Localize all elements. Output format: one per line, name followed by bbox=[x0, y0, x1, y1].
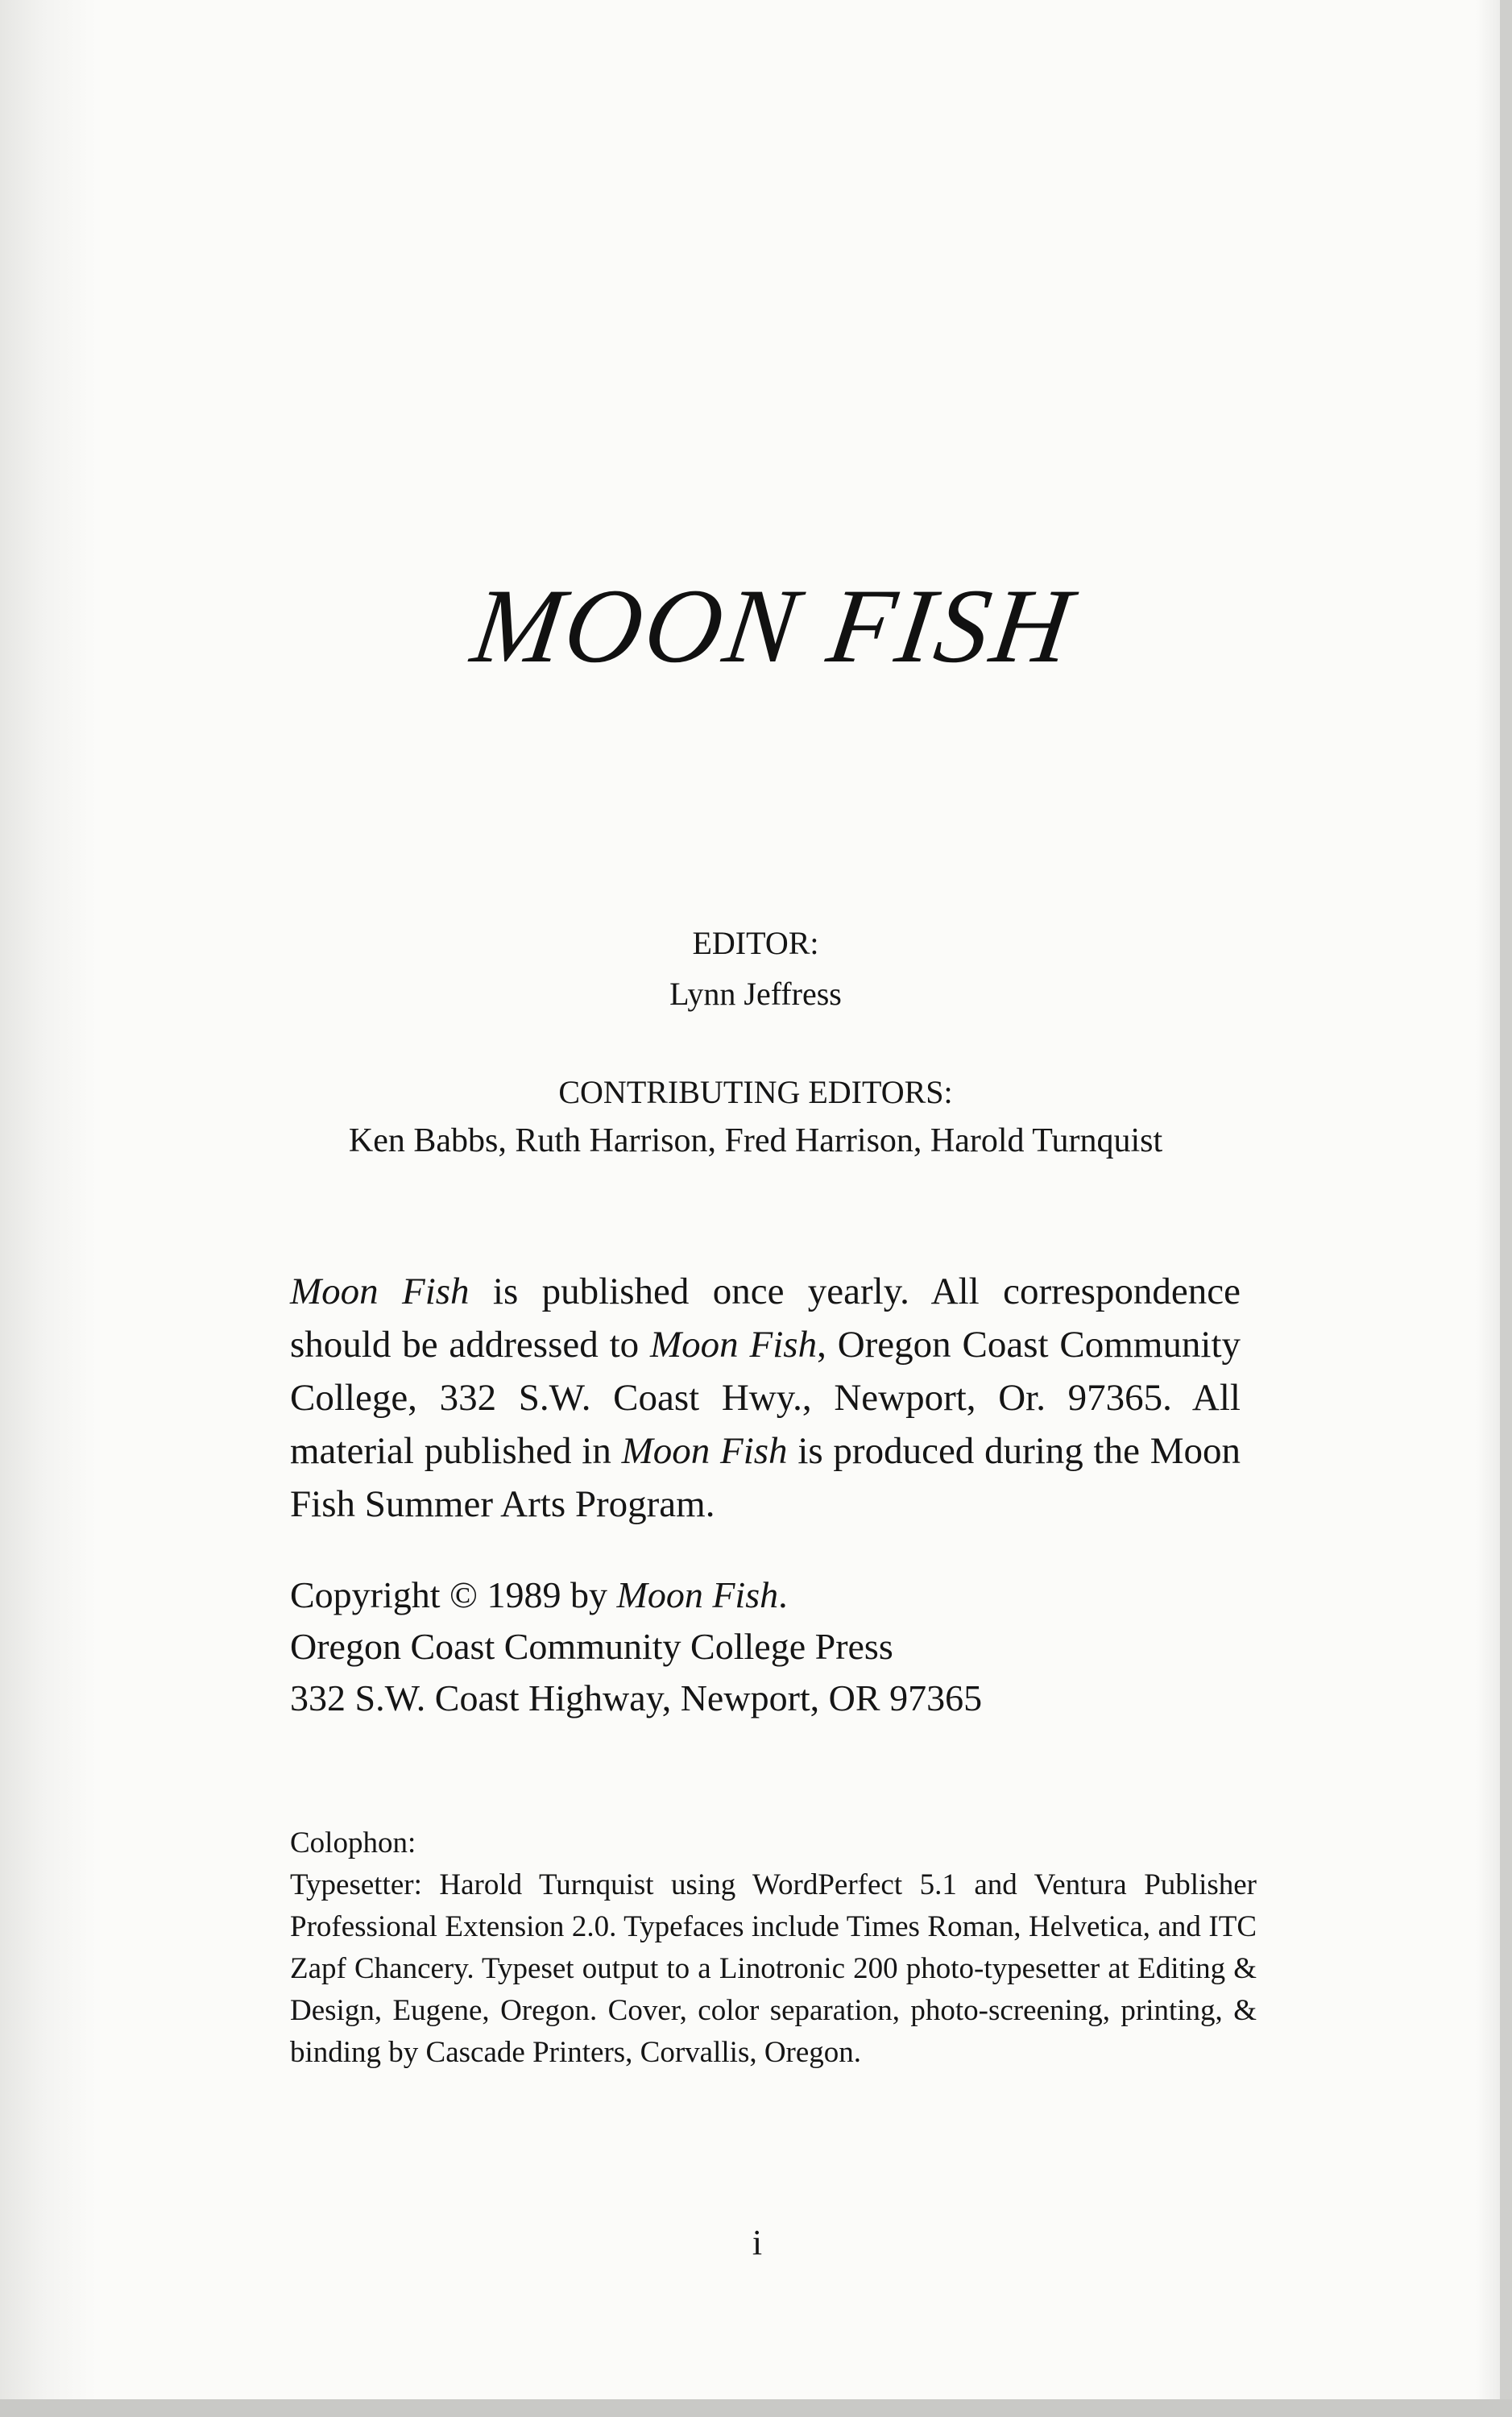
publication-text: is produced during the Moon Fish Summer Arts Program. bbox=[290, 1430, 1241, 1525]
publisher-address: 332 S.W. Coast Highway, Newport, OR 97365 bbox=[290, 1677, 983, 1718]
editor-name: Lynn Jeffress bbox=[669, 976, 842, 1012]
page-edge-shading bbox=[1476, 0, 1500, 2399]
colophon bbox=[290, 1822, 1257, 2074]
colophon-text: Typesetter: Harold Turnquist using WordPerfect 5.1 and Ventura Publisher Professional Extension 2.0. Typefaces include Times Roman, Helvetica, and ITC Zapf Chancery. Typeset output to a Linotronic 200 photo-typesetter at Editing & Design, Eugene, Oregon. Cover, color separation, photo-screening, printing, & binding by Cascade Printers, Corvallis, Oregon. bbox=[290, 1868, 1257, 2069]
copyright-block bbox=[290, 1569, 1241, 1724]
background-right-edge bbox=[1500, 0, 1512, 2417]
publication-statement bbox=[290, 1265, 1241, 1531]
publication-title-ref: Moon Fish bbox=[621, 1430, 788, 1472]
copyright-line: Copyright © 1989 by Moon Fish. bbox=[290, 1574, 788, 1615]
publication-text: , Oregon Coast Community College, 332 S.W. Coast Hwy., Newport, Or. 97365. All material published in bbox=[290, 1324, 1241, 1472]
publication-text: is published once yearly. All correspondence should be addressed to bbox=[290, 1271, 1241, 1366]
publisher-name: Oregon Coast Community College Press bbox=[290, 1626, 893, 1667]
publication-title-ref: Moon Fish bbox=[290, 1271, 470, 1312]
publication-title-ref: Moon Fish bbox=[650, 1324, 818, 1366]
contributing-editors-names: Ken Babbs, Ruth Harrison, Fred Harrison, Harold Turnquist bbox=[348, 1122, 1163, 1159]
page-gutter-shading bbox=[0, 0, 97, 2399]
editor-label: EDITOR: bbox=[692, 925, 819, 961]
background-bottom-edge bbox=[0, 2399, 1512, 2417]
colophon-label: Colophon: bbox=[290, 1826, 416, 1859]
journal-title: MOON FISH bbox=[465, 566, 1082, 685]
page-number: i bbox=[752, 2223, 763, 2262]
contributing-editors-label: CONTRIBUTING EDITORS: bbox=[558, 1074, 953, 1110]
